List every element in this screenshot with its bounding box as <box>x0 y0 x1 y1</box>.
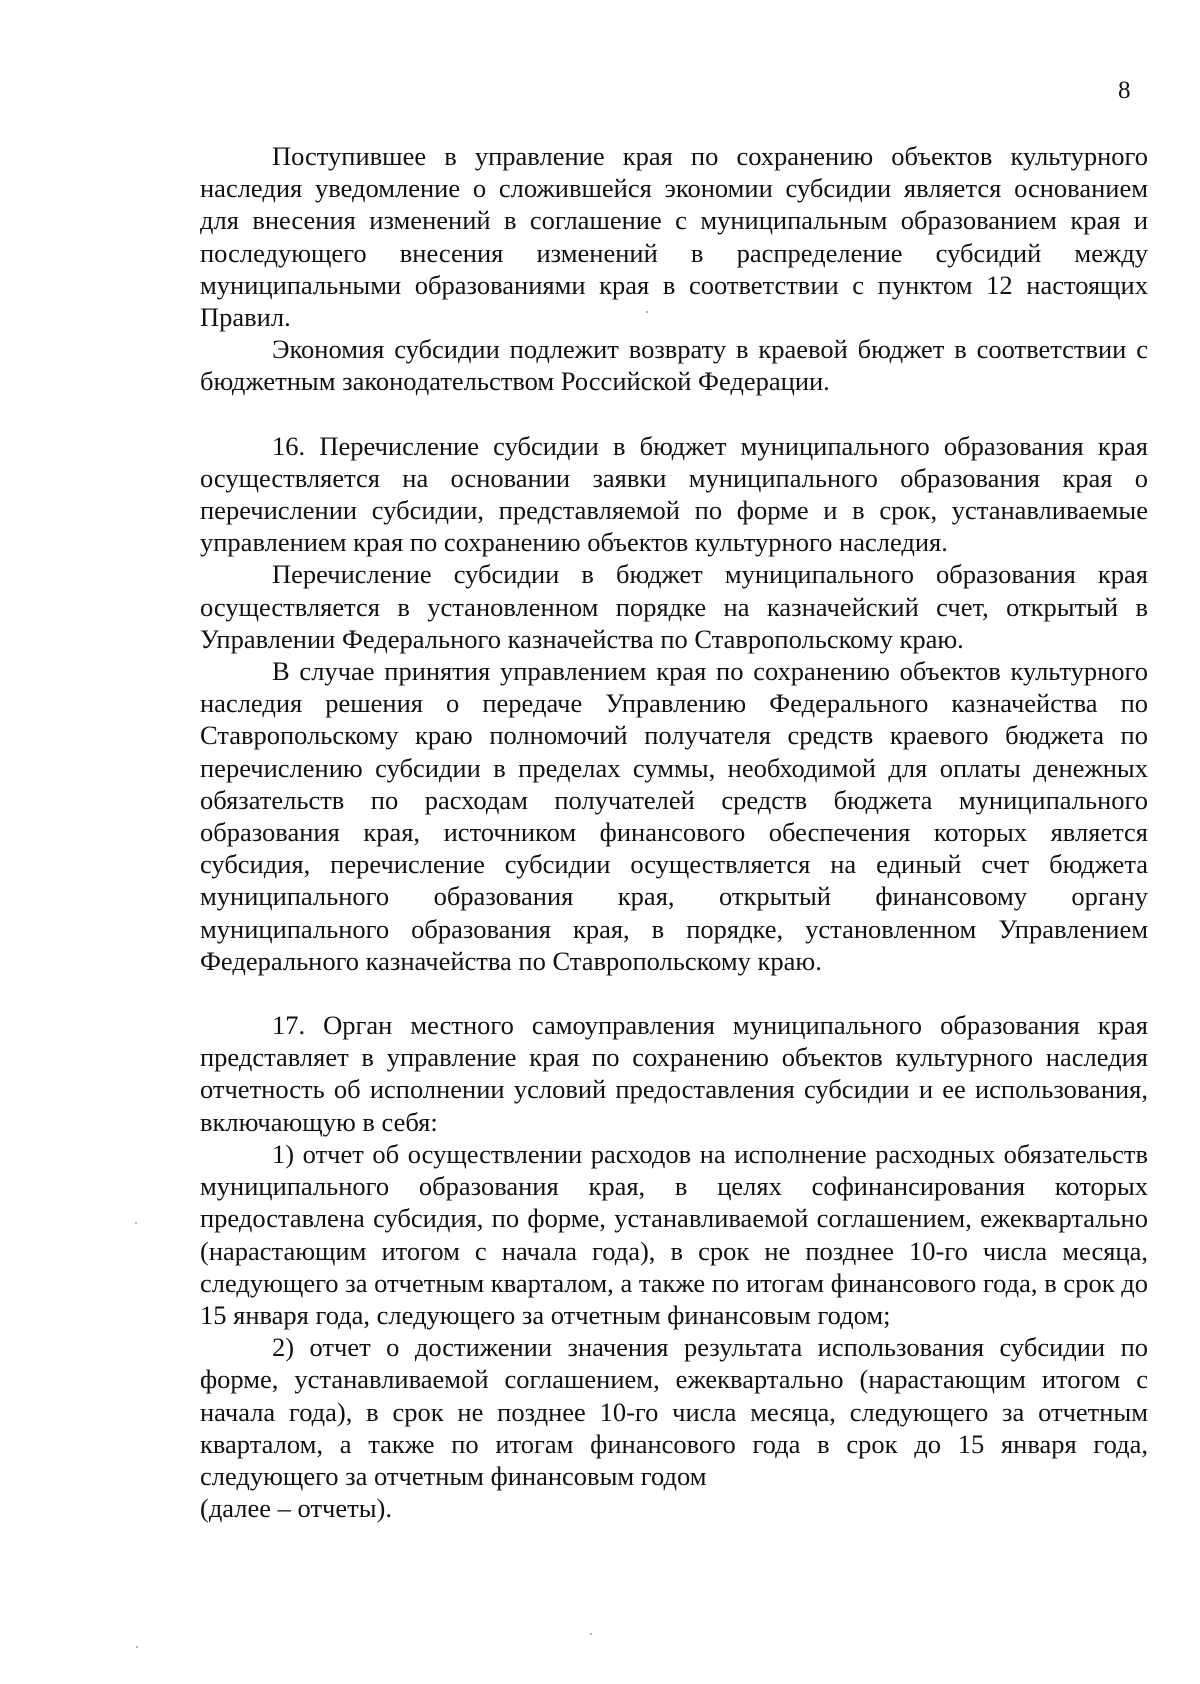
scan-speck <box>646 311 648 313</box>
paragraph-subsidy-savings-return: Экономия субсидии подлежит возврату в краевой бюджет в соответствии с бюджетным законодательством Российской Федерации. <box>200 334 1148 397</box>
paragraph-treasury-powers: В случае принятия управлением края по сохранению объектов культурного наследия решения о передаче Управлению Федерального казначейства по Ставропольскому краю полномочий получателя средств краевого бюджета по перечислению субсидии в пределах суммы, необходимой для оплаты денежных обязательств по расходам получателей средств бюджета муниципального образования края, источником финансового обеспечения которых является субсидия, перечисление субсидии осуществляется на единый счет бюджета муниципального образования края, открытый финансовому органу муниципального образования края, в порядке, установленном Управлением Федерального казначейства по Ставропольскому краю. <box>200 656 1148 976</box>
page-number: 8 <box>1118 77 1131 104</box>
list-item-report-expenses: 1) отчет об осуществлении расходов на исполнение расходных обязательств муниципального образования края, в целях софинансирования которых предоставлена субсидия, по форме, устанавливаемой соглашением, ежеквартально (нарастающим итогом с начала года), в срок не позднее 10-го числа месяца, следующего за отчетным кварталом, а также по итогам финансового года, в срок до 15 января года, следующего за отчетным финансовым годом; <box>200 1138 1148 1330</box>
document-body <box>200 140 1148 1524</box>
paragraph-clause-17: 17. Орган местного самоуправления муниципального образования края представляет в управление края по сохранению объектов культурного наследия отчетность об исполнении условий предоставления субсидии и ее использования, включающую в себя: <box>200 1010 1148 1137</box>
paragraph-clause-16: 16. Перечисление субсидии в бюджет муниципального образования края осуществляется на основании заявки муниципального образования края о перечислении субсидии, представляемой по форме и в срок, устанавливаемые управлением края по сохранению объектов культурного наследия. <box>200 430 1148 558</box>
scan-speck <box>135 1222 137 1224</box>
scan-speck <box>590 1633 592 1635</box>
section-spacer <box>200 398 1148 430</box>
paragraph-subsidy-savings-notice: Поступившее в управление края по сохранению объектов культурного наследия уведомление о сложившейся экономии субсидии является основанием для внесения изменений в соглашение с муниципальным образованием края и последующего внесения изменений в распределение субсидий между муниципальными образованиями края в соответствии с пунктом 12 настоящих Правил. <box>200 141 1148 333</box>
section-spacer <box>200 977 1148 1009</box>
scan-speck <box>136 1646 138 1648</box>
paragraph-treasury-account: Перечисление субсидии в бюджет муниципального образования края осуществляется в установленном порядке на казначейский счет, открытый в Управлении Федерального казначейства по Ставропольскому краю. <box>200 559 1148 654</box>
list-item-report-results: 2) отчет о достижении значения результата использования субсидии по форме, устанавливаемой соглашением, ежеквартально (нарастающим итогом с начала года), в срок не позднее 10-го числа месяца, следующего за отчетным кварталом, а также по итогам финансового года в срок до 15 января года, следующего за отчетным финансовым годом <box>200 1332 1148 1491</box>
paragraph-reports-definition: (далее – отчеты). <box>200 1493 392 1524</box>
